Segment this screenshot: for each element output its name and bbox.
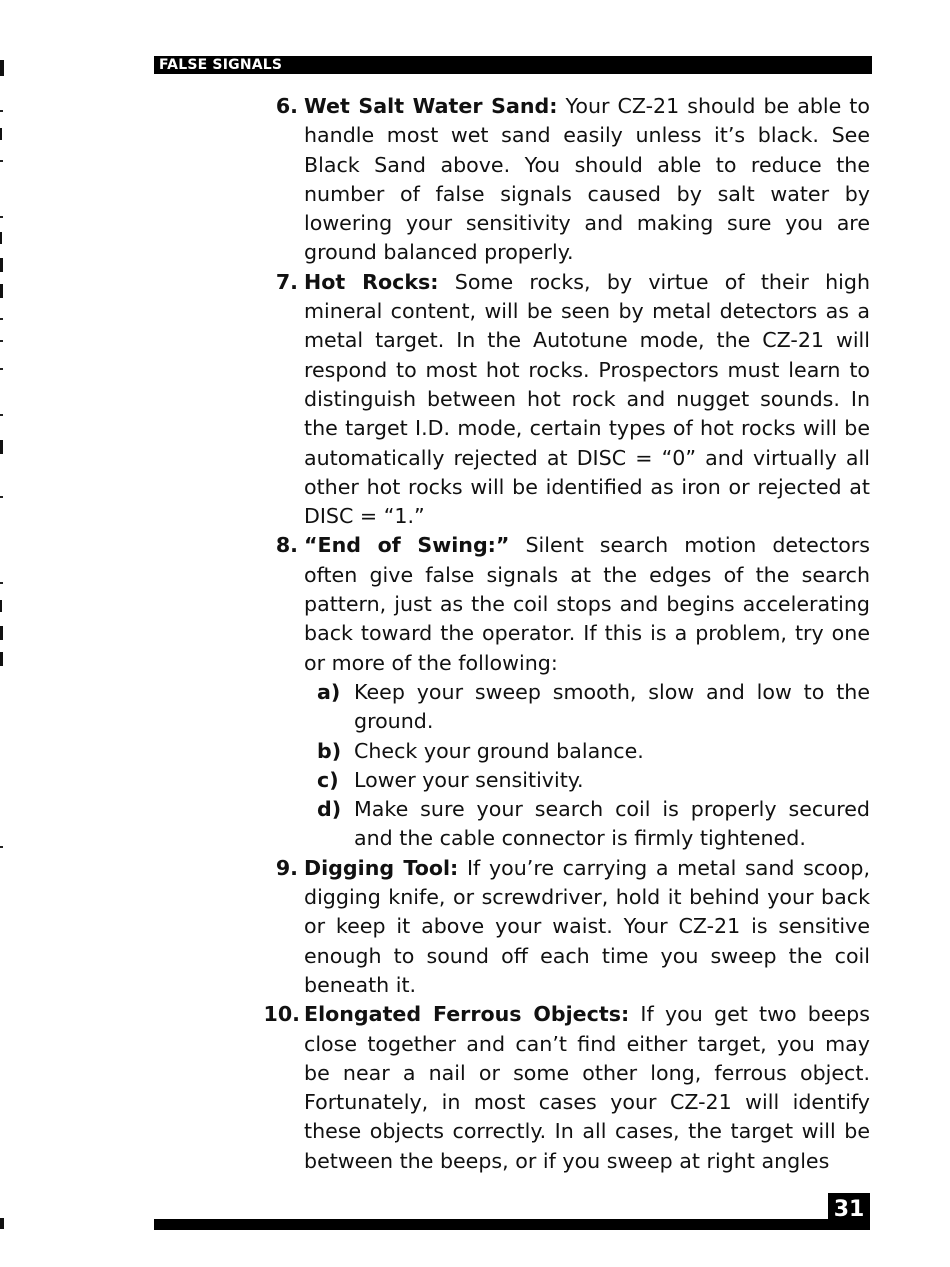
- facing-page-edge-mark: [0, 368, 3, 370]
- item-number: 8.: [275, 533, 298, 558]
- list-item: [275, 92, 870, 268]
- sub-list-item: [317, 678, 870, 737]
- page-number: 31: [828, 1193, 870, 1230]
- item-number: 7.: [275, 269, 298, 294]
- sub-list-item: [317, 737, 870, 766]
- sub-item-text: Make sure your search coil is properly secured and the cable connector is firmly tightened.: [354, 797, 870, 851]
- item-title: Wet Salt Water Sand:: [304, 94, 558, 118]
- sub-item-text: Lower your sensitivity.: [354, 767, 584, 792]
- facing-page-edge-mark: [0, 60, 4, 76]
- facing-page-edge-mark: [0, 216, 3, 218]
- item-number: 6.: [275, 94, 298, 118]
- item-text: If you’re carrying a metal sand scoop, digging knife, or screwdriver, hold it behind your back or keep it above your waist. Your CZ-21 is sensitive enough to sound off each time you sweep the coil beneath it.: [304, 855, 871, 997]
- facing-page-edge-mark: [0, 110, 3, 112]
- facing-page-edge-mark: [0, 340, 3, 342]
- item-title: Digging Tool:: [304, 855, 459, 880]
- facing-page-edge-mark: [0, 128, 2, 140]
- facing-page-edge-mark: [0, 1218, 4, 1229]
- section-header-bar: [154, 56, 872, 74]
- facing-page-edge-mark: [0, 846, 3, 848]
- sub-item-text: Keep your sweep smooth, slow and low to the ground.: [354, 679, 870, 734]
- facing-page-edge-mark: [0, 284, 3, 298]
- sub-list-item: [317, 795, 870, 854]
- list-item: [263, 1000, 870, 1176]
- sub-item-letter: d): [317, 797, 342, 822]
- page-body: [263, 92, 871, 1176]
- sub-item-letter: a): [317, 679, 341, 704]
- list-item: [275, 531, 870, 853]
- facing-page-edge-mark: [0, 626, 3, 640]
- item-text: Silent search motion detectors often give false signals at the edges of the search pattern, just as the coil stops and begins accelerating back toward the operator. If this is a problem, try one or more of the following:: [304, 533, 870, 675]
- list-item: [275, 268, 870, 532]
- item-text: Your CZ-21 should be able to handle most wet sand easily unless it’s black. See Black Sand above. You should able to reduce the number of false signals caused by salt water by lowering your sensitivity and making sure you are ground balanced properly.: [304, 94, 870, 265]
- facing-page-edge-mark: [0, 318, 3, 320]
- item-title: Hot Rocks:: [304, 269, 439, 294]
- sub-item-text: Check your ground balance.: [354, 738, 644, 763]
- facing-page-edge-mark: [0, 232, 2, 244]
- facing-page-edge-mark: [0, 652, 3, 666]
- sub-list-item: [317, 766, 870, 795]
- sub-item-letter: b): [317, 738, 342, 763]
- facing-page-edge-mark: [0, 582, 3, 584]
- item-text: Some rocks, by virtue of their high mineral content, will be seen by metal detectors as a metal target. In the Autotune mode, the CZ-21 will respond to most hot rocks. Prospectors must learn to distinguish between hot rock and nugget sounds. In the target I.D. mode, certain types of hot rocks will be automatically rejected at DISC = “0” and virtually all other hot rocks will be identified as iron or rejected at DISC = “1.”: [304, 269, 870, 529]
- section-title: FALSE SIGNALS: [159, 57, 283, 73]
- item-title: “End of Swing:”: [304, 533, 510, 558]
- sub-item-letter: c): [317, 767, 339, 792]
- item-text: If you get two beeps close together and can’t find either target, you may be near a nail or some other long, ferrous object. Fortunately, in most cases your CZ-21 will identify these objects correctly. In all cases, the target will be between the beeps, or if you sweep at right angles: [304, 1002, 870, 1173]
- facing-page-edge-mark: [0, 414, 3, 416]
- facing-page-edge-mark: [0, 600, 2, 612]
- footer-bar: [154, 1219, 870, 1230]
- facing-page-edge-mark: [0, 258, 3, 272]
- item-title: Elongated Ferrous Objects:: [304, 1002, 630, 1027]
- facing-page-edge-mark: [0, 160, 3, 162]
- facing-page-edge-mark: [0, 440, 3, 454]
- list-item: [275, 854, 871, 1000]
- sub-list: [304, 678, 870, 854]
- facing-page-edge-mark: [0, 496, 3, 498]
- item-number: 10.: [263, 1002, 300, 1027]
- item-number: 9.: [275, 855, 298, 880]
